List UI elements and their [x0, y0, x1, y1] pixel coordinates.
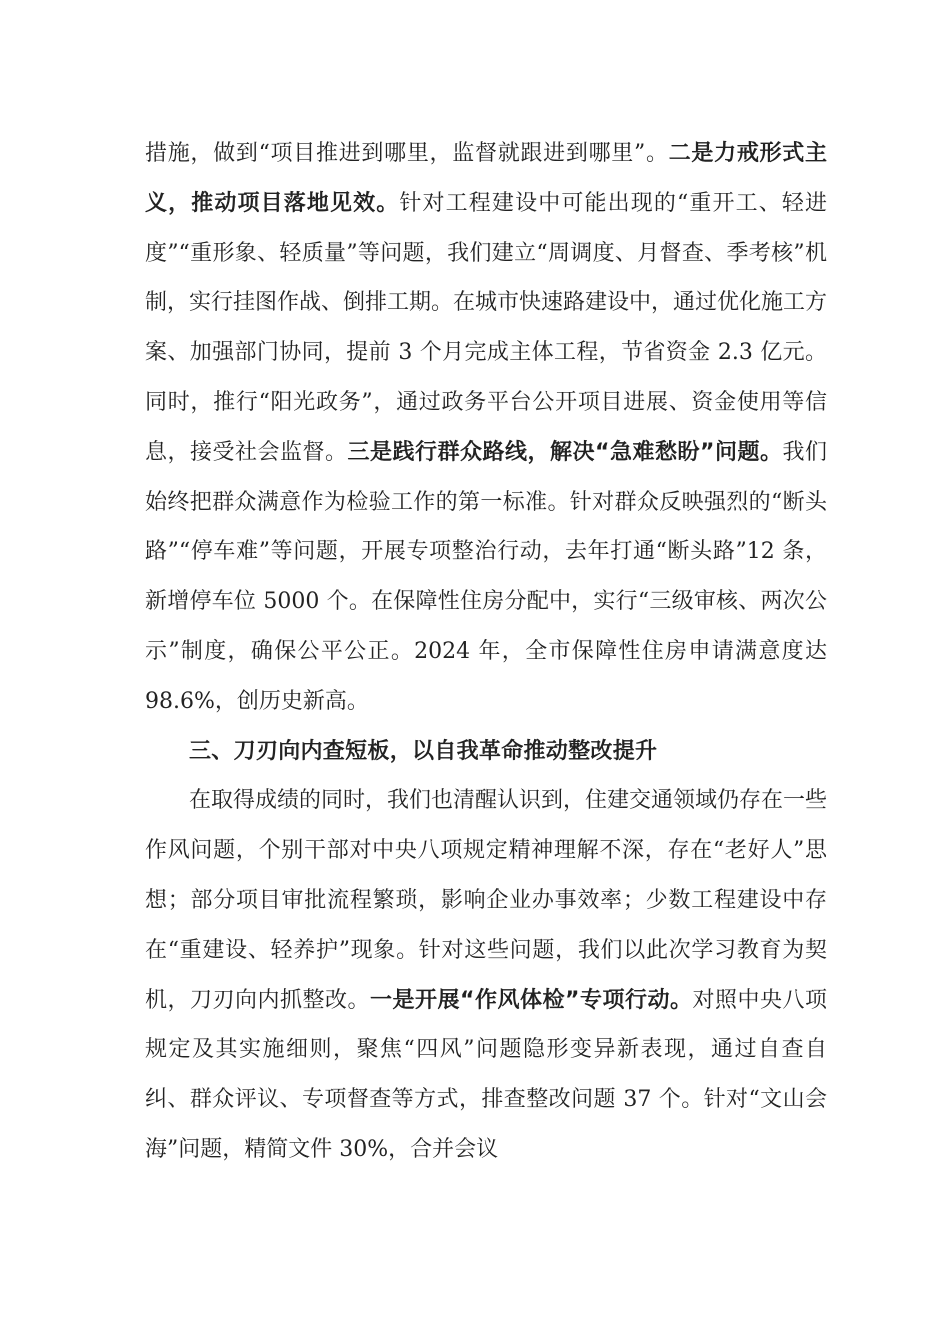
document-body — [145, 129, 827, 1175]
paragraph-text: 对照中央八项规定及其实施细则，聚焦“四风”问题隐形变异新表现，通过自查自纠、群众评议、专项督查等方式，排查整改问题 37 个。针对“文山会海”问题，精简文件 30%，合并会议 — [145, 987, 827, 1162]
paragraph-rectification — [145, 776, 827, 1174]
bold-point-two: 二是力戒形式主义，推动项目落地见效。 — [145, 141, 827, 216]
section-heading: 三、刀刃向内查短板，以自我革命推动整改提升 — [189, 738, 658, 764]
paragraph-text: 在取得成绩的同时，我们也清醒认识到，住建交通领域仍存在一些作风问题，个别干部对中央八项规定精神理解不深，存在“老好人”思想；部分项目审批流程繁琐，影响企业办事效率；少数工程建设中存在“重建设、轻养护”现象。针对这些问题，我们以此次学习教育为契机，刀刃向内抓整改。 — [145, 788, 828, 1013]
paragraph-text: 针对工程建设中可能出现的“重开工、轻进度”“重形象、轻质量”等问题，我们建立“周调度、月督查、季考核”机制，实行挂图作战、倒排工期。在城市快速路建设中，通过优化施工方案、加强部门协同，提前 3 个月完成主体工程，节省资金 2.3 亿元。同时，推行“阳光政务”，通过政务平台公开项目进展、资金使用等信息，接受社会监督。 — [145, 190, 828, 465]
paragraph-text: 我们始终把群众满意作为检验工作的第一标准。针对群众反映强烈的“断头路”“停车难”等问题，开展专项整治行动，去年打通“断头路”12 条，新增停车位 5000 个。在保障性住房分配中，实行“三级审核、两次公示”制度，确保公平公正。2024 年，全市保障性住房申请满意度达 98.6%，创历史新高。 — [145, 439, 827, 714]
bold-point-three: 三是践行群众路线，解决“急难愁盼”问题。 — [347, 439, 783, 465]
paragraph-text: 措施，做到“项目推进到哪里，监督就跟进到哪里”。 — [145, 141, 669, 166]
paragraph-measures — [145, 129, 827, 727]
bold-point-one: 一是开展“作风体检”专项行动。 — [370, 987, 693, 1013]
